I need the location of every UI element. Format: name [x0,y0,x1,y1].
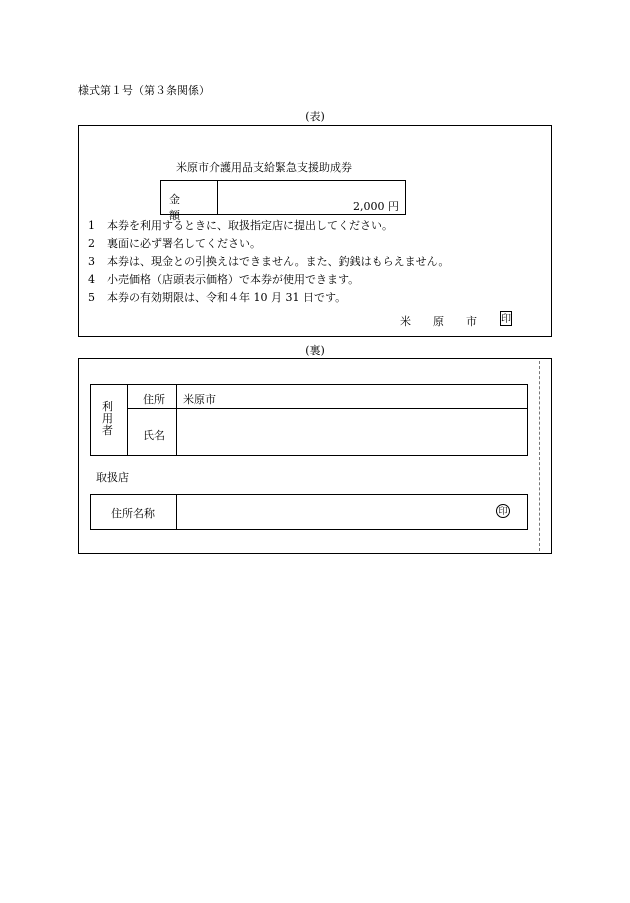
square-seal-icon: 印 [500,311,512,326]
note-item [88,253,449,271]
note-item [88,217,449,235]
front-side-label: (表) [305,110,325,123]
form-number: 様式第１号（第３条関係） [78,84,210,97]
user-name-label: 氏名 [143,429,165,442]
notes-list [88,217,449,307]
handler-table [90,494,528,530]
note-item [88,235,449,253]
note-number: 1 [88,219,95,232]
note-text: 本券を利用するときに、取扱指定店に提出してください。 [107,219,393,232]
user-address-field[interactable]: 米原市 [183,393,216,406]
note-text: 本券は、現金との引換えはできません。また、釣銭はもらえません。 [107,255,450,268]
cut-line-divider [539,361,540,551]
user-name-field[interactable] [177,409,527,455]
note-item [88,289,449,307]
note-text: 小売価格（店頭表示価格）で本券が使用できます。 [107,273,360,286]
amount-value: 2,000 円 [353,200,399,213]
note-number: 4 [88,273,95,286]
voucher-title: 米原市介護用品支給緊急支援助成券 [176,161,352,174]
user-label-cell [91,385,128,455]
note-text: 裏面に必ず署名してください。 [107,237,261,250]
note-text: 本券の有効期限は、令和４年 10 月 31 日です。 [107,291,347,304]
round-seal-icon: 印 [496,504,510,518]
user-address-label: 住所 [143,393,165,406]
handler-label: 取扱店 [96,471,129,484]
amount-label: 金額 [169,193,200,222]
handler-address-label: 住所名称 [111,507,155,520]
handler-address-field[interactable] [177,495,487,529]
issuer-name: 米原市 [400,315,499,328]
user-label: 利用者 [102,400,113,437]
user-info-table [90,384,528,456]
note-number: 2 [88,237,95,250]
note-item [88,271,449,289]
back-side-label: (裏) [305,344,325,357]
note-number: 3 [88,255,95,268]
note-number: 5 [88,291,95,304]
amount-label-cell [161,181,218,222]
amount-box [160,180,406,222]
